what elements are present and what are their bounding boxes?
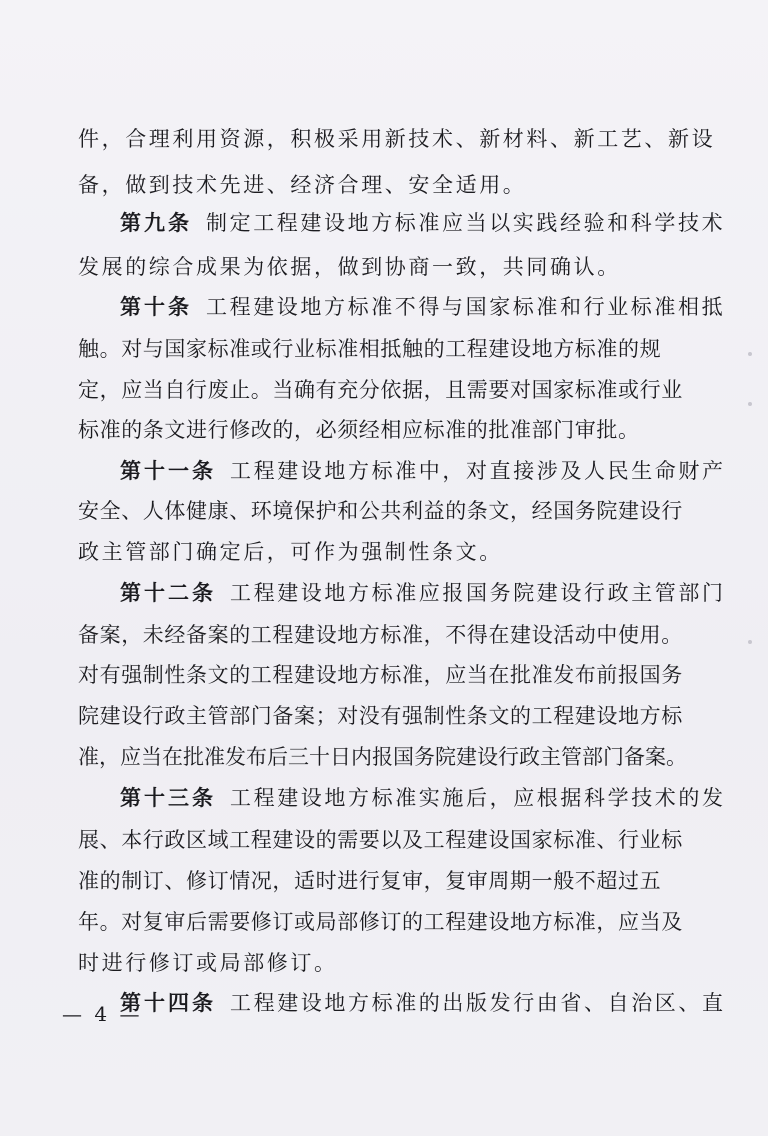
text-line: 时进行修订或局部修订。: [78, 951, 338, 975]
article-paragraph-line: [120, 208, 736, 238]
article-text: 工程建设地方标准应报国务院建设行政主管部门: [230, 581, 726, 605]
article-paragraph-line: [120, 783, 736, 813]
text-line: 触。对与国家标准或行业标准相抵触的工程建设地方标准的规: [78, 337, 662, 361]
article-paragraph-line: [120, 578, 736, 608]
text-line: 件，合理利用资源，积极采用新技术、新材料、新工艺、新设: [78, 127, 716, 151]
page-number: — 4 —: [62, 1002, 143, 1026]
scan-speck: [748, 640, 752, 644]
article-heading: 第十二条: [120, 581, 216, 605]
article-heading: 第十条: [120, 295, 192, 319]
text-line: 政主管部门确定后，可作为强制性条文。: [78, 540, 503, 564]
article-paragraph-line: [120, 456, 736, 486]
article-text: 制定工程建设地方标准应当以实践经验和科学技术: [206, 211, 726, 235]
article-heading: 第十一条: [120, 459, 216, 483]
text-line: 安全、人体健康、环境保护和公共利益的条文，经国务院建设行: [78, 499, 683, 523]
text-line: 准的制订、修订情况，适时进行复审，复审周期一般不超过五: [78, 869, 662, 893]
scan-speck: [748, 402, 752, 406]
article-text: 工程建设地方标准不得与国家标准和行业标准相抵: [206, 295, 726, 319]
article-text: 工程建设地方标准的出版发行由省、自治区、直: [230, 991, 726, 1015]
article-text: 工程建设地方标准实施后，应根据科学技术的发: [230, 786, 726, 810]
text-line: 定，应当自行废止。当确有充分依据，且需要对国家标准或行业: [78, 378, 683, 402]
scan-speck: [748, 352, 752, 356]
text-line: 发展的综合成果为依据，做到协商一致，共同确认。: [78, 255, 621, 279]
text-line: 展、本行政区域工程建设的需要以及工程建设国家标准、行业标: [78, 828, 683, 852]
article-heading: 第十三条: [120, 786, 216, 810]
text-line: 年。对复审后需要修订或局部修订的工程建设地方标准，应当及: [78, 910, 683, 934]
article-text: 工程建设地方标准中，对直接涉及人民生命财产: [230, 459, 726, 483]
text-line: 备案，未经备案的工程建设地方标准，不得在建设活动中使用。: [78, 623, 683, 647]
text-line: 院建设行政主管部门备案；对没有强制性条文的工程建设地方标: [78, 704, 683, 728]
article-paragraph-line: [120, 988, 736, 1018]
text-line: 备，做到技术先进、经济合理、安全适用。: [78, 173, 527, 197]
article-heading: 第十四条: [120, 991, 216, 1015]
article-heading: 第九条: [120, 211, 192, 235]
text-line: 准，应当在批准发布后三十日内报国务院建设行政主管部门备案。: [78, 745, 687, 769]
text-line: 标准的条文进行修改的，必须经相应标准的批准部门审批。: [78, 418, 640, 442]
text-line: 对有强制性条文的工程建设地方标准，应当在批准发布前报国务: [78, 663, 683, 687]
article-paragraph-line: [120, 292, 736, 322]
